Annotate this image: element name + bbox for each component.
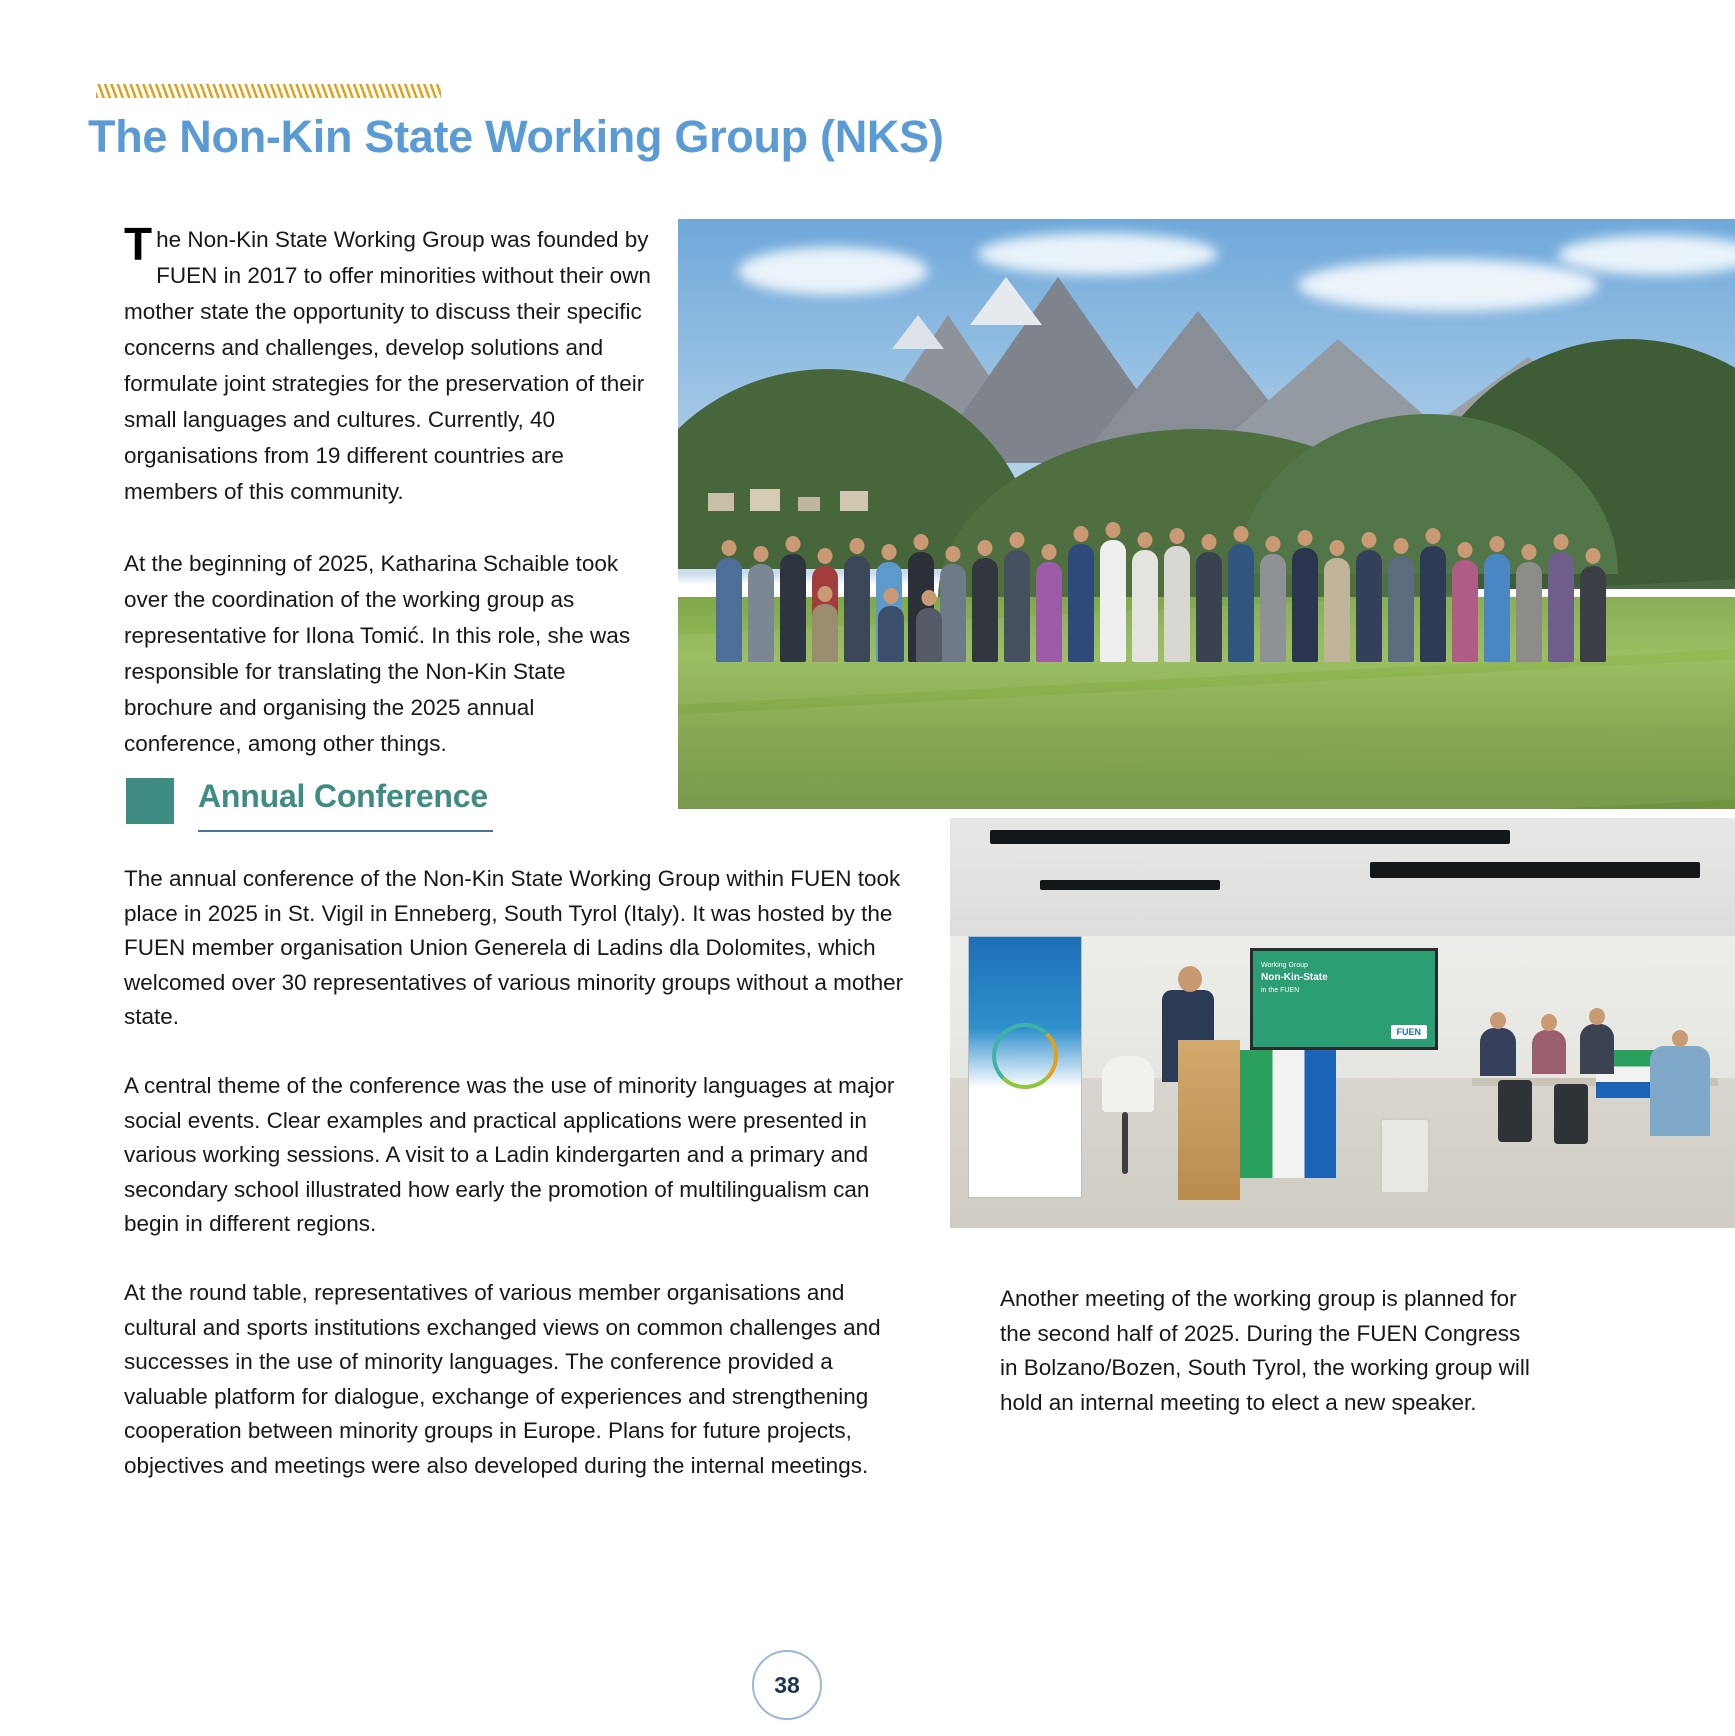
section-heading: Annual Conference — [198, 778, 488, 814]
person-head — [1426, 528, 1441, 544]
person-head — [1458, 542, 1473, 558]
person-head — [1106, 522, 1121, 538]
intro-paragraph-1-text: he Non-Kin State Working Group was founded by FUEN in 2017 to offer minorities without their own mother state the opportunity to discuss their specific concerns and challenges, develop solutions and formulate joint strategies for the preservation of their small languages and cultures. Currently, 40 organisations from 19 different countries are members of this community. — [124, 227, 651, 504]
page-title: The Non-Kin State Working Group (NKS) — [88, 111, 944, 162]
chair — [1554, 1084, 1588, 1144]
chair — [1102, 1056, 1154, 1112]
person-head — [1266, 536, 1281, 552]
person-head — [1589, 1008, 1605, 1025]
fuen-banner-wordmark: FUEN — [1007, 1089, 1043, 1103]
person-figure — [748, 564, 774, 662]
person-figure-kneeling — [878, 606, 904, 662]
ceiling-beam — [990, 830, 1510, 844]
person-figure — [1548, 552, 1574, 662]
person-figure-kneeling — [812, 604, 838, 662]
person-figure — [1100, 540, 1126, 662]
person-head — [1138, 532, 1153, 548]
person-head — [1394, 538, 1409, 554]
wooden-podium — [1178, 1040, 1240, 1200]
seated-person — [1650, 1046, 1710, 1136]
group-of-people — [706, 477, 1725, 662]
conference-photo — [950, 818, 1735, 1228]
person-head — [1362, 532, 1377, 548]
person-head — [754, 546, 769, 562]
podium-flag — [1240, 1050, 1336, 1178]
section-paragraph-1: The annual conference of the Non-Kin State Working Group within FUEN took place in 2025 in St. Vigil in Enneberg, South Tyrol (Italy). It was hosted by the FUEN member organisation Union Generela di Ladins dla Dolomites, which welcomed over 30 representatives of various minority groups without a mother state. — [124, 866, 904, 1029]
cloud-shape — [738, 247, 928, 295]
section-heading-underline — [198, 830, 493, 832]
presentation-screen — [1250, 948, 1438, 1050]
person-head — [818, 548, 833, 564]
hero-group-photo — [678, 219, 1735, 809]
person-head — [722, 540, 737, 556]
section-marker-square — [126, 778, 174, 824]
seated-person — [1580, 1024, 1614, 1074]
person-figure-kneeling — [916, 608, 942, 662]
person-figure — [1452, 560, 1478, 662]
person-head — [1554, 534, 1569, 550]
person-head — [1042, 544, 1057, 560]
decorative-hatch-rule — [96, 84, 441, 98]
ceiling-beam — [1370, 862, 1700, 878]
person-head — [978, 540, 993, 556]
sidebar-note-paragraph: Another meeting of the working group is planned for the second half of 2025. During the FUEN Congress in Bolzano/Bozen, South Tyrol, the working group will hold an internal meeting to elect a new speaker. — [1000, 1286, 1530, 1415]
fuen-rollup-banner — [968, 936, 1082, 1198]
person-head — [1490, 1012, 1506, 1029]
intro-text-column — [124, 218, 652, 762]
person-head — [818, 586, 833, 602]
person-head — [1010, 532, 1025, 548]
person-head — [914, 534, 929, 550]
screen-line-2: Non-Kin-State — [1261, 972, 1328, 983]
person-figure — [940, 564, 966, 662]
speaker-head — [1178, 966, 1202, 992]
person-head — [1586, 548, 1601, 564]
fuen-logo-ring-icon — [992, 1023, 1058, 1089]
person-head — [1330, 540, 1345, 556]
person-head — [1522, 544, 1537, 560]
person-head — [1234, 526, 1249, 542]
ceiling-beam — [1040, 880, 1220, 890]
person-head — [1298, 530, 1313, 546]
drop-cap: T — [124, 218, 153, 270]
cloud-shape — [1298, 259, 1598, 311]
person-head — [1541, 1014, 1557, 1031]
intro-paragraph-1 — [124, 218, 652, 510]
person-head — [850, 538, 865, 554]
sidebar-note-column — [1000, 1282, 1540, 1420]
person-head — [882, 544, 897, 560]
person-figure — [780, 554, 806, 662]
person-figure — [1068, 544, 1094, 662]
person-figure — [1420, 546, 1446, 662]
screen-line-1: Working Group — [1261, 962, 1308, 969]
person-head — [884, 588, 899, 604]
person-figure — [1004, 550, 1030, 662]
intro-paragraph-2: At the beginning of 2025, Katharina Schaible took over the coordination of the working group as representative for Ilona Tomić. In this role, she was responsible for translating the Non-Kin State brochure and organising the 2025 annual conference, among other things. — [124, 551, 631, 756]
person-figure — [1388, 556, 1414, 662]
person-figure — [1228, 544, 1254, 662]
person-figure — [1292, 548, 1318, 662]
cloud-shape — [978, 233, 1218, 275]
person-head — [1490, 536, 1505, 552]
person-figure — [1196, 552, 1222, 662]
chair — [1380, 1118, 1430, 1194]
section-paragraph-2: A central theme of the conference was the use of minority languages at major social events. Clear examples and practical applications were presented in various working sessions. A visit to a Ladin kindergarten and a primary and secondary school illustrated how early the promotion of multilingualism can begin in different regions. — [124, 1073, 895, 1236]
person-figure — [1516, 562, 1542, 662]
person-figure — [1356, 550, 1382, 662]
mountain-snow-cap — [892, 315, 944, 349]
section-paragraph-3: At the round table, representatives of various member organisations and cultural and sports institutions exchanged views on common challenges and successes in the use of minority languages. The conference provided a valuable platform for dialogue, exchange of experiences and strengthening cooperation between minority groups in Europe. Plans for future projects, objectives and meetings were also developed during the internal meetings. — [124, 1280, 881, 1478]
screen-fuen-logo: FUEN — [1391, 1025, 1428, 1039]
person-figure — [1036, 562, 1062, 662]
person-figure — [1580, 566, 1606, 662]
person-head — [786, 536, 801, 552]
person-figure — [1164, 546, 1190, 662]
seated-person — [1480, 1028, 1516, 1076]
person-figure — [844, 556, 870, 662]
body-text-column — [124, 862, 914, 1483]
person-figure — [1324, 558, 1350, 662]
mountain-snow-cap — [970, 277, 1042, 325]
seated-person — [1532, 1030, 1566, 1074]
person-head — [922, 590, 937, 606]
person-head — [1202, 534, 1217, 550]
person-head — [1672, 1030, 1688, 1047]
screen-heading — [1253, 951, 1435, 997]
page-number-badge: 38 — [752, 1650, 822, 1720]
person-figure — [716, 558, 742, 662]
person-head — [946, 546, 961, 562]
person-figure — [972, 558, 998, 662]
person-figure — [1260, 554, 1286, 662]
stool-leg — [1122, 1112, 1128, 1174]
person-figure — [1132, 550, 1158, 662]
person-figure — [1484, 554, 1510, 662]
chair — [1498, 1080, 1532, 1142]
person-head — [1170, 528, 1185, 544]
screen-line-3: in the FUEN — [1261, 987, 1300, 994]
person-head — [1074, 526, 1089, 542]
